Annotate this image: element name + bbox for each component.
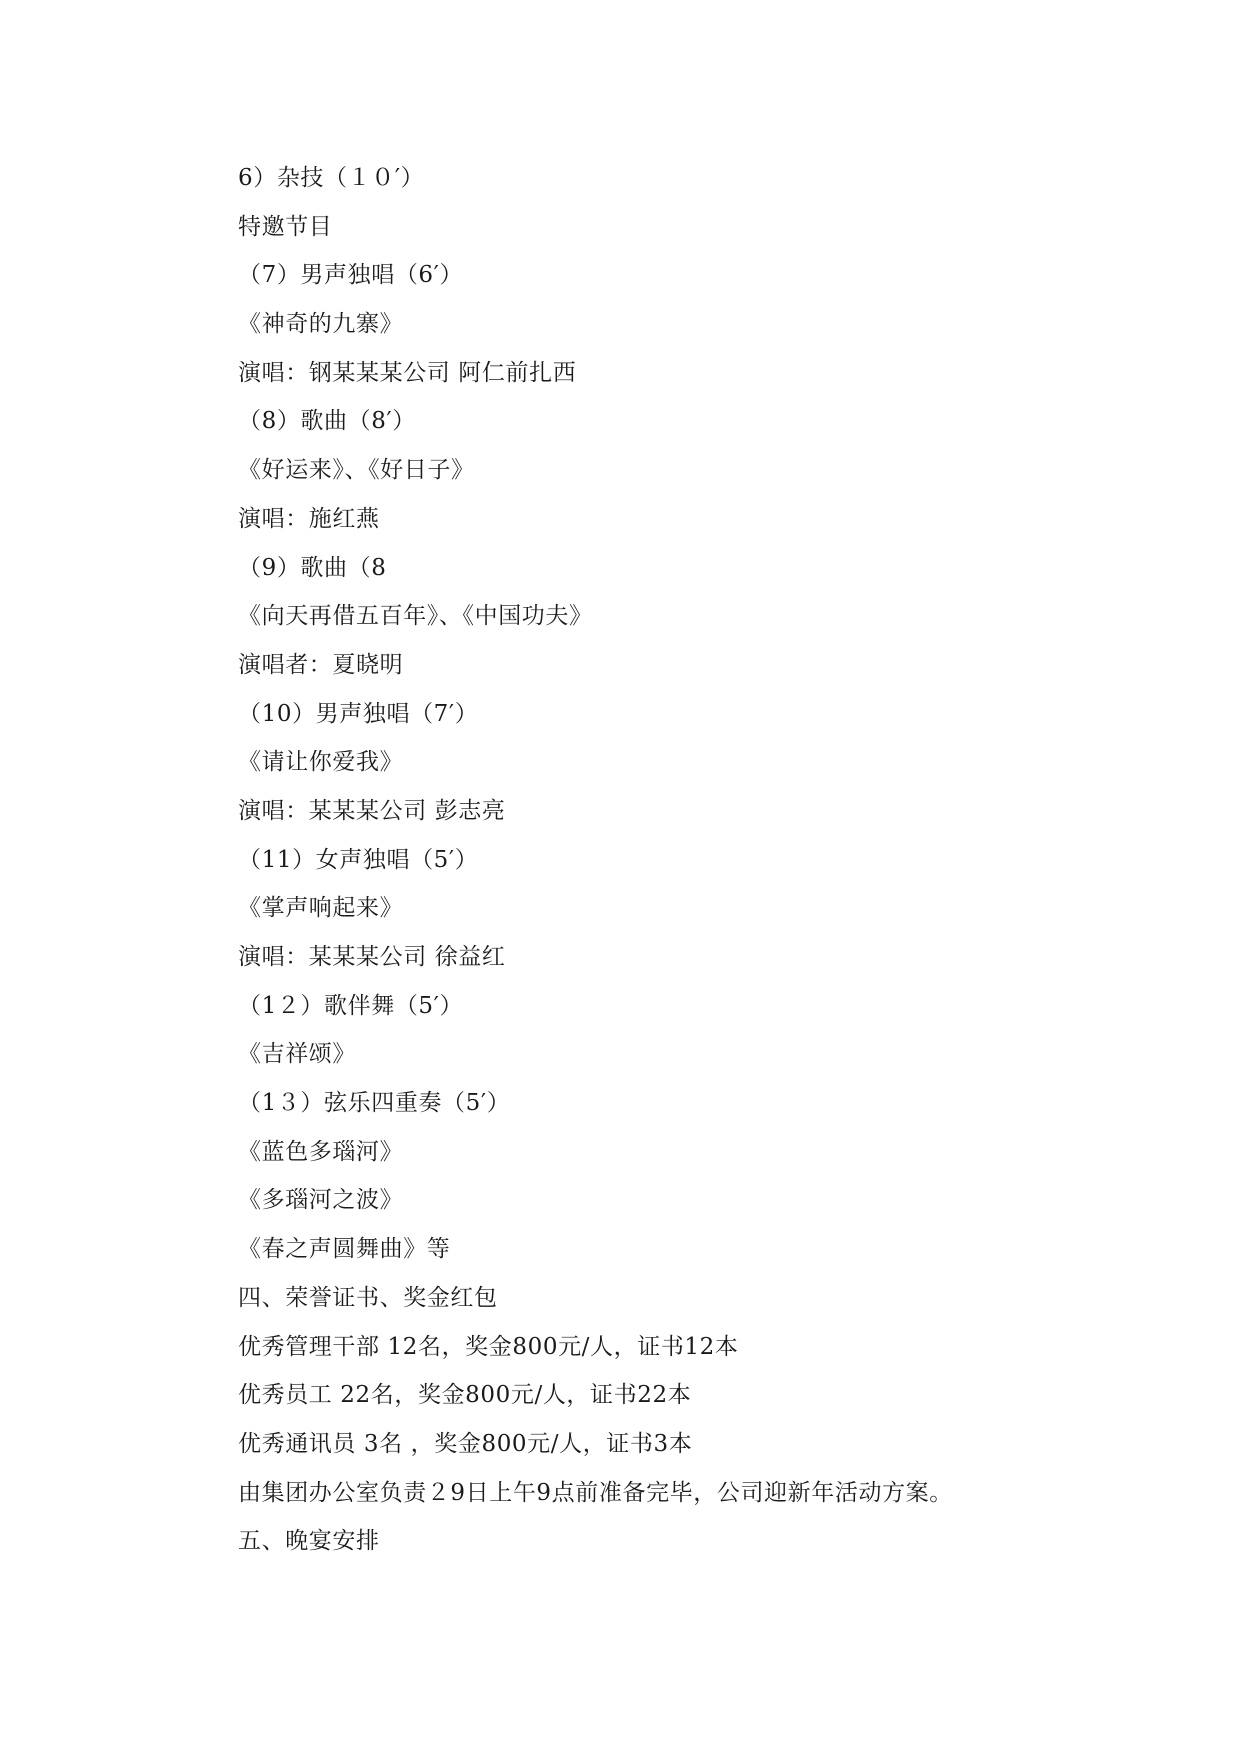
song-title: 《吉祥颂》	[238, 1041, 356, 1068]
program-item-10-male-solo: （10）男声独唱（7′）	[238, 700, 479, 727]
program-item-8-song: （8）歌曲（8′）	[238, 408, 416, 435]
award-line-managers: 优秀管理干部 12名，奖金800元/人，证书12本	[238, 1333, 739, 1360]
award-line-correspondents: 优秀通讯员 3名 ，奖金800元/人，证书3本	[238, 1430, 693, 1457]
program-item-11-female-solo: （11）女声独唱（5′）	[238, 846, 479, 873]
award-line-employees: 优秀员工 22名，奖金800元/人，证书22本	[238, 1382, 692, 1409]
program-item-13-string-quartet: （1３）弦乐四重奏（5′）	[238, 1090, 511, 1117]
song-title: 《好运来》、《好日子》	[238, 457, 475, 484]
section-special-guests: 特邀节目	[238, 213, 333, 240]
program-item-9-song: （9）歌曲（8	[238, 554, 387, 581]
preparation-note: 由集团办公室负责２9日上午9点前准备完毕，公司迎新年活动方案。	[238, 1479, 953, 1506]
document-body	[238, 154, 1138, 1566]
song-title: 《神奇的九寨》	[238, 311, 404, 338]
program-item-7-male-solo: （7）男声独唱（6′）	[238, 262, 464, 289]
song-title: 《向天再借五百年》、《中国功夫》	[238, 603, 593, 630]
program-item-6-acrobatics: 6）杂技（１０′）	[238, 165, 425, 191]
song-title: 《掌声响起来》	[238, 895, 404, 922]
performer-line: 演唱者：夏晓明	[238, 651, 404, 678]
piece-title: 《多瑙河之波》	[238, 1187, 404, 1214]
section-heading-banquet: 五、晚宴安排	[238, 1528, 380, 1555]
performer-line: 演唱：钢某某某公司 阿仁前扎西	[238, 359, 577, 386]
performer-line: 演唱：某某某公司 徐益红	[238, 944, 506, 970]
section-heading-honors: 四、荣誉证书、奖金红包	[238, 1284, 498, 1311]
program-item-12-song-dance: （1２）歌伴舞（5′）	[238, 992, 464, 1019]
performer-line: 演唱：施红燕	[238, 505, 380, 532]
piece-title: 《春之声圆舞曲》等	[238, 1236, 451, 1263]
piece-title: 《蓝色多瑙河》	[238, 1138, 404, 1165]
performer-line: 演唱：某某某公司 彭志亮	[238, 797, 506, 824]
song-title: 《请让你爱我》	[238, 749, 404, 776]
